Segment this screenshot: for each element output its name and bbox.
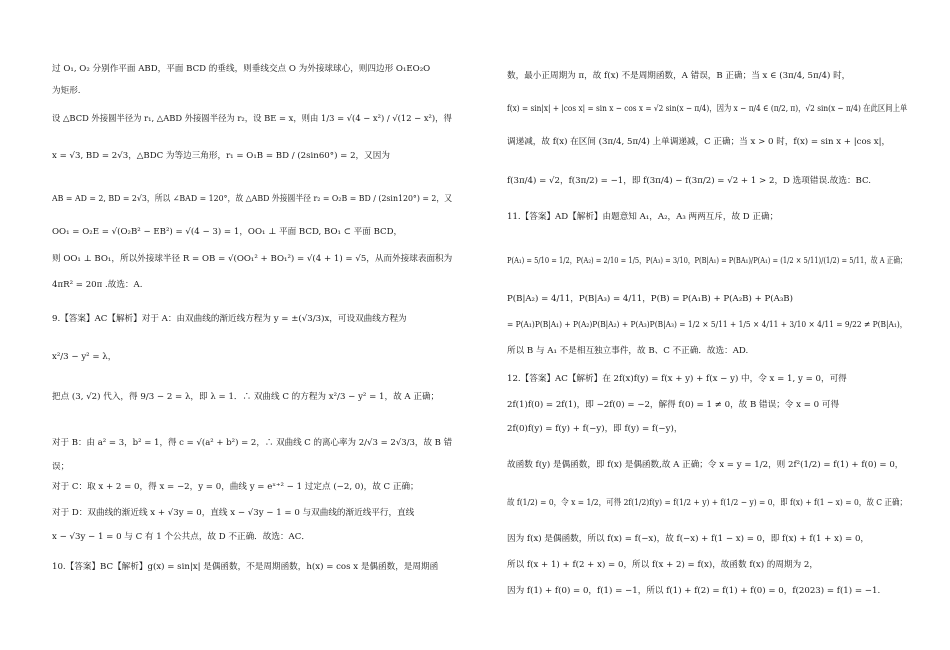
- text-line: f(x) = sin|x| + |cos x| = sin x − cos x = √2 sin(x − π/4)，因为 x − π/4 ∈ (π/2, π)，√2 sin(x − π/4) 在此区间上单: [507, 104, 908, 114]
- text-line: 4πR² = 20π .故选：A.: [52, 280, 143, 290]
- text-line: 故函数 f(y) 是偶函数，即 f(x) 是偶函数,故 A 正确；令 x = y = 1/2，则 2f²(1/2) = f(1) + f(0) = 0，: [507, 460, 904, 470]
- text-line: 把点 (3, √2) 代入，得 9/3 − 2 = λ，即 λ = 1．∴ 双曲线 C 的方程为 x²/3 − y² = 1，故 A 正确；: [52, 392, 440, 402]
- text-line: 过 O₁, O₂ 分别作平面 ABD，平面 BCD 的垂线，则垂线交点 O 为外接球球心，则四边形 O₁EO₂O: [52, 64, 431, 74]
- text-line: x − √3y − 1 = 0 与 C 有 1 个公共点，故 D 不正确．故选：AC．: [52, 532, 310, 542]
- text-line: 因为 f(x) 是偶函数，所以 f(x) = f(−x)，故 f(−x) + f(1 − x) = 0，即 f(x) + f(1 + x) = 0，: [507, 534, 870, 544]
- text-line: AB = AD = 2, BD = 2√3，所以 ∠BAD = 120°，故 △ABD 外接圆半径 r₂ = O₂B = BD / (2sin120°) = 2，又: [52, 194, 453, 204]
- text-line: 10.【答案】BC【解析】g(x) = sin|x| 是偶函数，不是周期函数，h(x) = cos x 是偶函数，是周期函: [52, 562, 439, 572]
- text-line: P(A₁) = 5/10 = 1/2，P(A₂) = 2/10 = 1/5，P(A₃) = 3/10，P(B|A₁) = P(BA₁)/P(A₁) = (1/2 × 5/11)/(1/2) = 5/11，故 A 正确；: [507, 256, 907, 266]
- text-line: 故 f(1/2) = 0，令 x = 1/2，可得 2f(1/2)f(y) = f(1/2 + y) + f(1/2 − y) = 0，即 f(x) + f(1 − x) = 0，故 C 正确；: [507, 498, 908, 508]
- text-line: OO₁ = O₂E = √(O₂B² − EB²) = √(4 − 3) = 1，OO₁ ⊥ 平面 BCD, BO₁ ⊂ 平面 BCD，: [52, 227, 403, 237]
- text-line: 因为 f(1) + f(0) = 0，f(1) = −1，所以 f(1) + f(2) = f(1) + f(0) = 0，f(2023) = f(1) = −1.: [507, 586, 881, 596]
- text-line: 对于 B：由 a² = 3，b² = 1，得 c = √(a² + b²) = 2，∴ 双曲线 C 的离心率为 2/√3 = 2√3/3，故 B 错: [52, 438, 453, 448]
- text-line: 11.【答案】AD【解析】由题意知 A₁，A₂，A₃ 两两互斥，故 D 正确；: [507, 212, 779, 222]
- text-line: 2f(1)f(0) = 2f(1)，即 −2f(0) = −2，解得 f(0) = 1 ≠ 0，故 B 错误；令 x = 0 可得: [507, 400, 840, 410]
- text-line: 12.【答案】AC【解析】在 2f(x)f(y) = f(x + y) + f(x − y) 中，令 x = 1, y = 0，可得: [507, 374, 847, 384]
- text-line: 所以 B 与 A₁ 不是相互独立事件，故 B、C 不正确．故选：AD.: [507, 346, 749, 356]
- text-line: = P(A₁)P(B|A₁) + P(A₂)P(B|A₂) + P(A₃)P(B|A₃) = 1/2 × 5/11 + 1/5 × 4/11 + 3/10 × 4/11 = 9/22 ≠ P(B|A₁)，: [507, 320, 908, 330]
- text-line: 对于 D：双曲线的渐近线 x + √3y = 0，直线 x − √3y − 1 = 0 与双曲线的渐近线平行，直线: [52, 508, 415, 518]
- text-line: 数，最小正周期为 π，故 f(x) 不是周期函数，A 错误，B 正确；当 x ∈ (3π/4, 5π/4) 时，: [507, 71, 851, 81]
- text-line: f(3π/4) = √2，f(3π/2) = −1，即 f(3π/4) − f(3π/2) = √2 + 1 > 2，D 选项错误.故选：BC.: [507, 176, 872, 186]
- text-line: 9.【答案】AC【解析】对于 A：由双曲线的渐近线方程为 y = ±(√3/3)x，可设双曲线方程为: [52, 314, 407, 324]
- text-line: 为矩形.: [52, 86, 81, 96]
- text-line: 所以 f(x + 1) + f(2 + x) = 0，所以 f(x + 2) = f(x)，故函数 f(x) 的周期为 2，: [507, 560, 818, 570]
- text-line: 误；: [52, 462, 70, 472]
- text-line: 对于 C：取 x + 2 = 0，得 x = −2，y = 0，曲线 y = eˣ⁺² − 1 过定点 (−2, 0)，故 C 正确；: [52, 482, 419, 492]
- text-line: 则 OO₁ ⊥ BO₁，所以外接球半径 R = OB = √(OO₁² + BO₁²) = √(4 + 1) = √5，从而外接球表面积为: [52, 254, 453, 264]
- text-line: 设 △BCD 外接圆半径为 r₁, △ABD 外接圆半径为 r₂，设 BE = x，则由 1/3 = √(4 − x²) / √(12 − x²)，得: [52, 114, 452, 124]
- text-line: x = √3, BD = 2√3，△BDC 为等边三角形，r₁ = O₁B = BD / (2sin60°) = 2，又因为: [52, 151, 390, 161]
- text-line: 调递减，故 f(x) 在区间 (3π/4, 5π/4) 上单调递减，C 正确；当 x > 0 时，f(x) = sin x + |cos x|，: [507, 137, 891, 147]
- text-line: 2f(0)f(y) = f(y) + f(−y)，即 f(y) = f(−y)，: [507, 424, 683, 434]
- text-line: x²/3 − y² = λ，: [52, 352, 117, 362]
- text-line: P(B|A₂) = 4/11，P(B|A₃) = 4/11，P(B) = P(A₁B) + P(A₂B) + P(A₃B): [507, 294, 793, 304]
